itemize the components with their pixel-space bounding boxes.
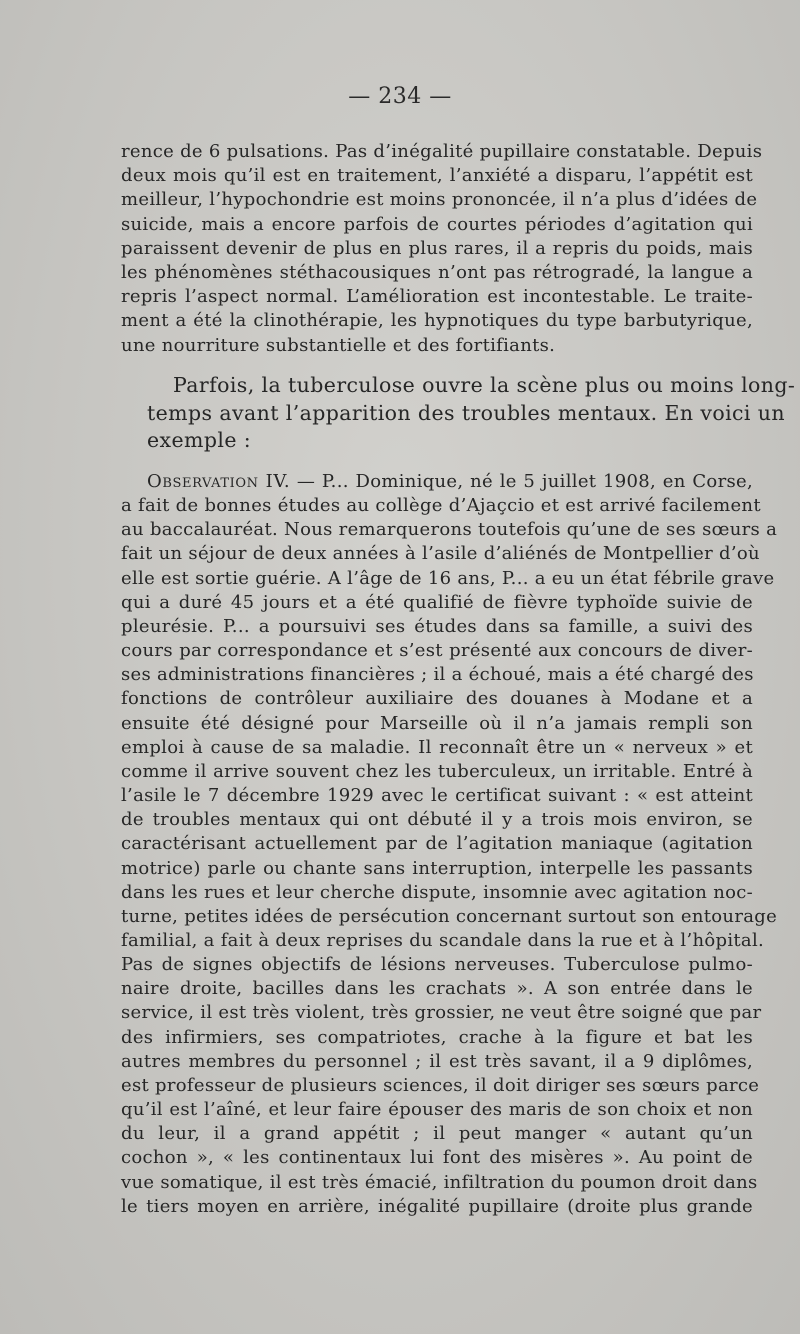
text-line: ensuite été désigné pour Marseille où il n’a jamais rempli son xyxy=(121,712,753,734)
text-line: a fait de bonnes études au collège d’Ajaçcio et est arrivé facilement xyxy=(121,495,761,517)
text-line: ment a été la clinothérapie, les hypnotiques du type barbutyrique, xyxy=(121,310,753,332)
text-line: elle est sortie guérie. A l’âge de 16 ans, P... a eu un état fébrile grave xyxy=(121,567,775,589)
paragraph-observation-iv xyxy=(121,470,778,1219)
text-line: Parfois, la tuberculose ouvre la scène plus ou moins long- xyxy=(173,373,796,397)
text-line: comme il arrive souvent chez les tuberculeux, un irritable. Entré à xyxy=(121,760,753,782)
text-line: au baccalauréat. Nous remarquerons toutefois qu’une de ses sœurs a xyxy=(121,519,778,541)
text-line: suicide, mais a encore parfois de courtes périodes d’agitation qui xyxy=(121,213,753,235)
text-line: temps avant l’apparition des troubles mentaux. En voici un xyxy=(147,400,785,425)
text-line: une nourriture substantielle et des fortifiants. xyxy=(121,334,556,356)
text-line: repris l’aspect normal. L’amélioration est incontestable. Le traite- xyxy=(121,286,753,308)
text-line: cours par correspondance et s’est présenté aux concours de diver- xyxy=(121,640,753,662)
text-line: rence de 6 pulsations. Pas d’inégalité pupillaire constatable. Depuis xyxy=(121,141,763,162)
text-line: est professeur de plusieurs sciences, il doit diriger ses sœurs parce xyxy=(121,1074,760,1096)
page-number: — 234 — xyxy=(348,84,452,109)
text-line: meilleur, l’hypochondrie est moins prononcée, il n’a plus d’idées de xyxy=(121,189,758,211)
text-line: Pas de signes objectifs de lésions nerveuses. Tuberculose pulmo- xyxy=(121,954,753,976)
text-line: paraissent devenir de plus en plus rares, il a repris du poids, mais xyxy=(121,237,753,259)
text-line: autres membres du personnel ; il est très savant, il a 9 diplômes, xyxy=(121,1050,753,1072)
text-line: les phénomènes stéthacousiques n’ont pas rétrogradé, la langue a xyxy=(121,262,753,284)
text-line: motrice) parle ou chante sans interruption, interpelle les passants xyxy=(121,857,753,879)
text-line: familial, a fait à deux reprises du scandale dans la rue et à l’hôpital. xyxy=(121,929,765,951)
observation-first-line-rest: — P... Dominique, né le 5 juillet 1908, en Corse, xyxy=(290,471,753,492)
text-line: turne, petites idées de persécution concernant surtout son entourage xyxy=(121,905,778,927)
text-line: ses administrations financières ; il a échoué, mais a été chargé des xyxy=(121,664,754,686)
text-line: service, il est très violent, très grossier, ne veut être soigné que par xyxy=(121,1002,762,1024)
text-line: caractérisant actuellement par de l’agitation maniaque (agitation xyxy=(121,833,753,855)
text-line: le tiers moyen en arrière, inégalité pupillaire (droite plus grande xyxy=(121,1195,753,1217)
text-line: l’asile le 7 décembre 1929 avec le certificat suivant : « est atteint xyxy=(121,785,753,807)
text-line: emploi à cause de sa maladie. Il reconnaît être un « nerveux » et xyxy=(121,736,753,758)
text-line: pleurésie. P... a poursuivi ses études dans sa famille, a suivi des xyxy=(121,615,753,637)
text-line: deux mois qu’il est en traitement, l’anxiété a disparu, l’appétit est xyxy=(121,165,753,187)
text-line: naire droite, bacilles dans les crachats ». A son entrée dans le xyxy=(121,978,753,1000)
text-line: dans les rues et leur cherche dispute, insomnie avec agitation noc- xyxy=(121,881,753,903)
text-line: fonctions de contrôleur auxiliaire des douanes à Modane et a xyxy=(121,688,753,710)
text-line: du leur, il a grand appétit ; il peut manger « autant qu’un xyxy=(121,1123,753,1145)
text-line: de troubles mentaux qui ont débuté il y a trois mois environ, se xyxy=(121,809,753,831)
observation-heading: Observation IV. xyxy=(147,471,291,492)
paragraph-introduction xyxy=(121,372,796,455)
paragraph-case-continuation xyxy=(121,140,763,358)
text-line: vue somatique, il est très émacié, infiltration du poumon droit dans xyxy=(121,1171,758,1193)
text-line: qui a duré 45 jours et a été qualifié de fièvre typhoïde suivie de xyxy=(121,591,753,613)
text-line: exemple : xyxy=(147,428,252,452)
text-line: cochon », « les continentaux lui font des misères ». Au point de xyxy=(121,1147,753,1169)
observation-first-line xyxy=(121,470,753,494)
text-line: fait un séjour de deux années à l’asile d’aliénés de Montpellier d’où xyxy=(121,543,760,565)
text-line: des infirmiers, ses compatriotes, crache à la figure et bat les xyxy=(121,1026,753,1048)
text-line: qu’il est l’aîné, et leur faire épouser des maris de son choix et non xyxy=(121,1099,753,1121)
